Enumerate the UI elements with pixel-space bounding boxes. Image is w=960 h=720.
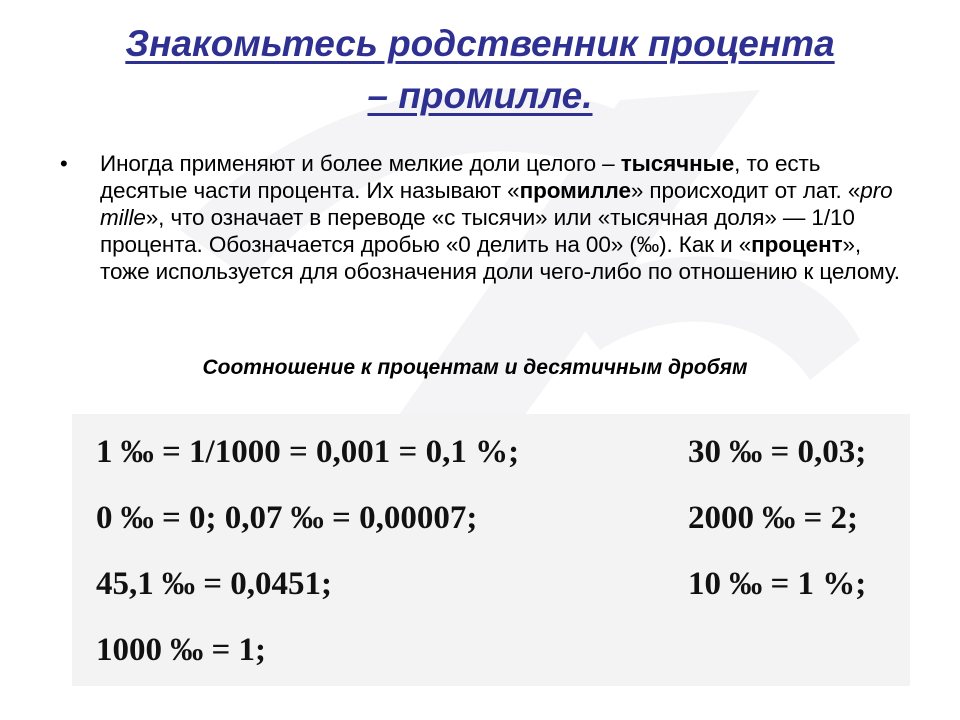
formula-right-1: 30 ‰ = 0,03;: [688, 434, 867, 470]
formula-left-1: 1 ‰ = 1/1000 = 0,001 = 0,1 %;: [96, 434, 520, 470]
bullet-item: [60, 150, 910, 285]
title-line-2: – промилле.: [367, 75, 593, 116]
text-segment: », что означает в переводе «с тысячи» или «тысячная доля» — 1/10 процента. Обозначается дробью «0 делить на 00» (‰). Как и «: [100, 205, 855, 257]
term-pro-mille: pro mille: [100, 178, 893, 230]
bullet-dot: •: [60, 151, 68, 176]
formula-right-3: 10 ‰ = 1 %;: [688, 566, 867, 602]
term-permille: промилле: [519, 178, 631, 203]
permille-description: [100, 150, 900, 285]
formula-right-2: 2000 ‰ = 2;: [688, 500, 859, 536]
slide-title: [0, 18, 960, 122]
text-segment: Иногда применяют и более мелкие доли целого –: [100, 151, 621, 176]
relation-subheading: Соотношение к процентам и десятичным дробям: [202, 356, 748, 379]
text-segment: », тоже используется для обозначения доли чего-либо по отношению к целому.: [100, 232, 900, 284]
formula-left-3: 45,1 ‰ = 0,0451;: [96, 566, 333, 602]
text-segment: » происходит от лат. «: [630, 178, 861, 203]
formula-left-2: 0 ‰ = 0; 0,07 ‰ = 0,00007;: [96, 500, 478, 536]
formula-left-4: 1000 ‰ = 1;: [96, 632, 267, 668]
term-thousandths: тысячные: [620, 151, 735, 176]
formula-panel: [72, 414, 910, 686]
term-percent: процент: [751, 232, 843, 257]
text-segment: , то есть десятые части процента. Их называют «: [100, 151, 821, 203]
title-line-1: Знакомьтесь родственник процента: [125, 23, 835, 64]
